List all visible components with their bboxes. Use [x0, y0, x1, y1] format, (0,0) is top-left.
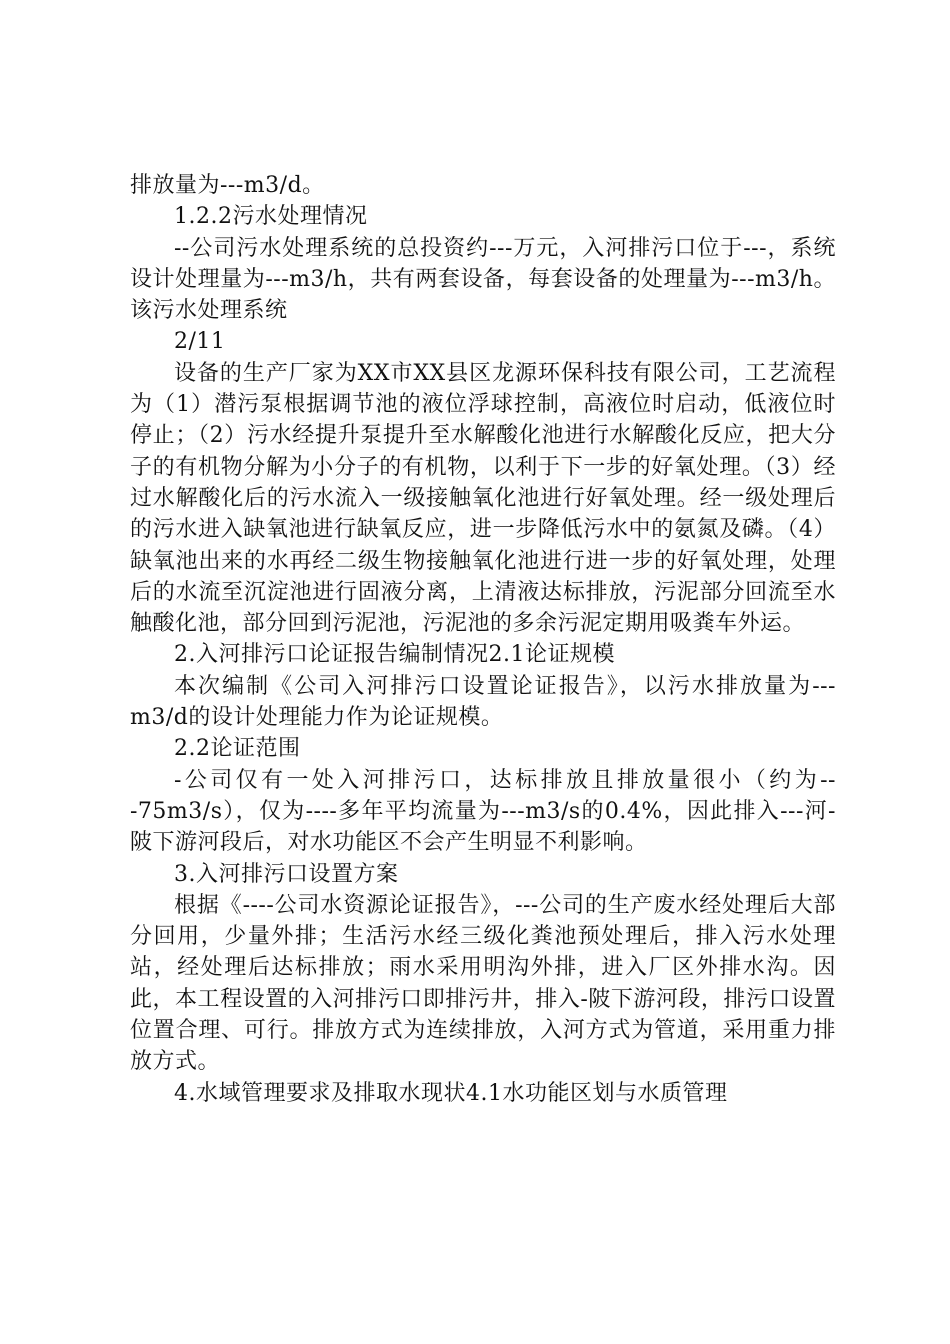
paragraph-scale: 本次编制《公司入河排污口设置论证报告》，以污水排放量为---m3/d的设计处理能力作为论证规模。 — [130, 673, 836, 731]
section-heading-2-2: 2.2论证范围 — [174, 736, 301, 762]
paragraph-process-flow: 设备的生产厂家为XX市XX县区龙源环保科技有限公司，工艺流程为（1）潜污泵根据调节池的液位浮球控制，高液位时启动，低液位时停止；（2）污水经提升泵提升至水解酸化池进行水解酸化反应，把大分子的有机物分解为小分子的有机物，以利于下一步的好氧处理。（3）经过水解酸化后的污水流入一级接触氧化池进行好氧处理。经一级处理后的污水进入缺氧池进行缺氧反应，进一步降低污水中的氨氮及磷。（4）缺氧池出来的水再经二级生物接触氧化池进行进一步的好氧处理，处理后的水流至沉淀池进行固液分离，上清液达标排放，污泥部分回流至水触酸化池，部分回到污泥池，污泥池的多余污泥定期用吸粪车外运。 — [130, 360, 836, 637]
paragraph-treatment-system: --公司污水处理系统的总投资约---万元，入河排污口位于---，系统设计处理量为---m3/h，共有两套设备，每套设备的处理量为---m3/h。该污水处理系统 — [130, 235, 836, 324]
section-heading-4: 4.水域管理要求及排取水现状4.1水功能区划与水质管理 — [174, 1080, 728, 1106]
page-number: 2/11 — [174, 329, 226, 355]
section-heading-3: 3.入河排污口设置方案 — [174, 861, 399, 887]
section-heading-1-2-2: 1.2.2污水处理情况 — [174, 204, 368, 230]
section-heading-2: 2.入河排污口论证报告编制情况2.1论证规模 — [174, 642, 615, 668]
paragraph-discharge-volume: 排放量为---m3/d。 — [130, 173, 325, 198]
paragraph-setup-plan: 根据《----公司水资源论证报告》，---公司的生产废水经处理后大部分回用，少量外排；生活污水经三级化粪池预处理后，排入污水处理站，经处理后达标排放；雨水采用明沟外排，进入厂区外排水沟。因此，本工程设置的入河排污口即排污井，排入-陂下游河段，排污口设置位置合理、可行。排放方式为连续排放，入河方式为管道，采用重力排放方式。 — [130, 892, 836, 1075]
paragraph-scope: -公司仅有一处入河排污口，达标排放且排放量很小（约为---75m3/s），仅为----多年平均流量为---m3/s的0.4%，因此排入---河-陂下游河段后，对水功能区不会产生明显不利影响。 — [130, 767, 836, 856]
document-body — [130, 170, 836, 1109]
